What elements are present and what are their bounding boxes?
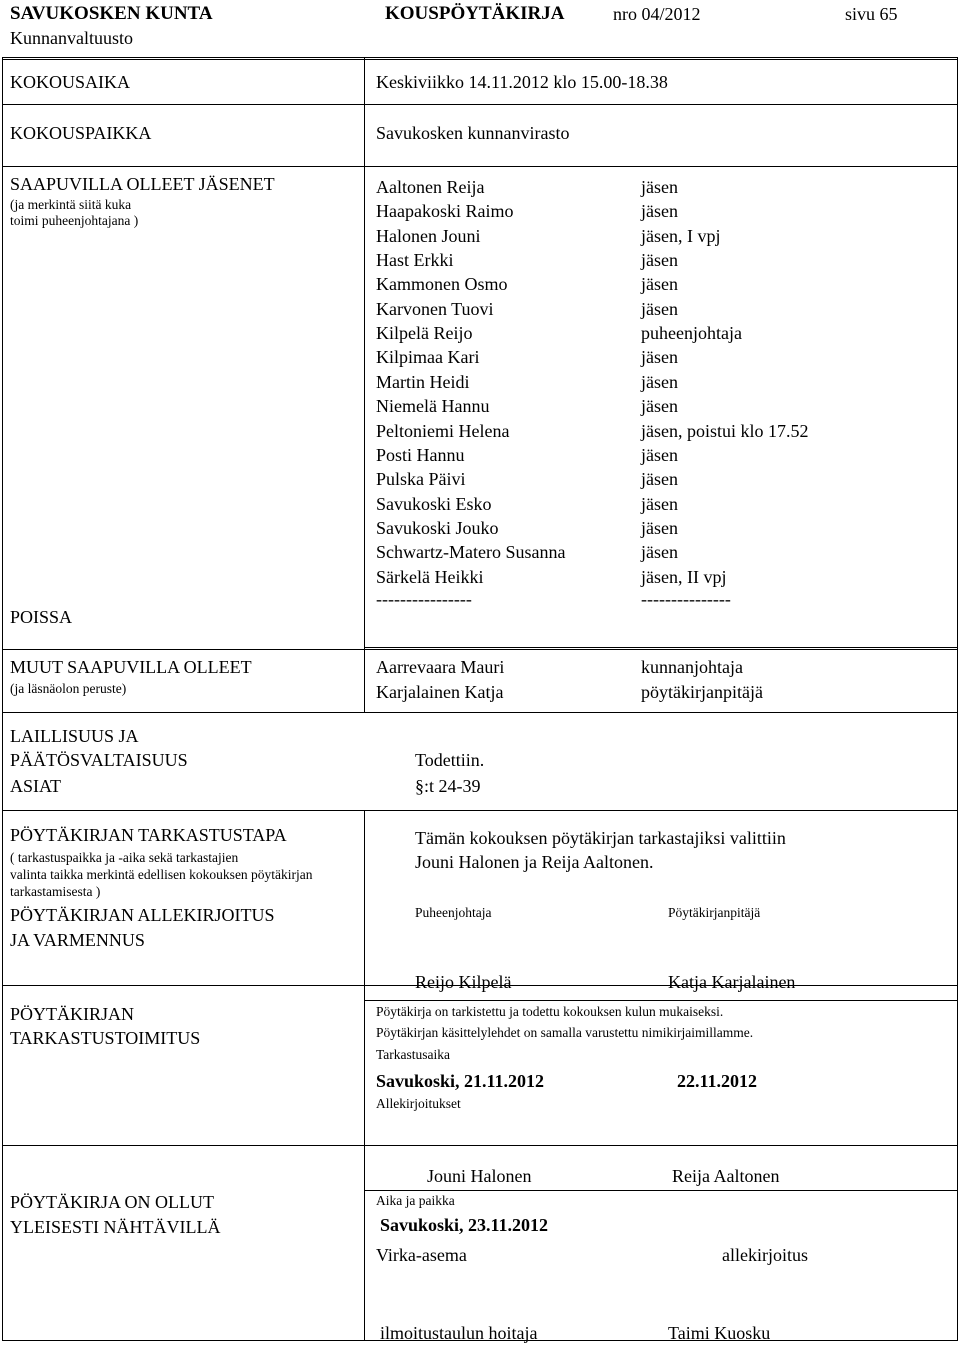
- chair-title: Puheenjohtaja: [415, 905, 492, 920]
- member-name: Kilpimaa Kari: [376, 347, 480, 368]
- public-label-2: YLEISESTI NÄHTÄVILLÄ: [10, 1217, 221, 1237]
- meeting-time-label: KOKOUSAIKA: [10, 72, 130, 92]
- member-role: jäsen: [641, 444, 678, 465]
- review-note-1: ( tarkastuspaikka ja -aika sekä tarkastajien: [10, 850, 239, 865]
- member-name: Niemelä Hannu: [376, 396, 490, 417]
- member-name: Hast Erkki: [376, 250, 454, 271]
- member-role: jäsen: [641, 274, 678, 295]
- member-name: Kilpelä Reijo: [376, 323, 473, 344]
- inspection-line-2: Pöytäkirjan käsittelylehdet on samalla varustettu nimikirjaimillamme.: [376, 1025, 754, 1040]
- member-name: Karvonen Tuovi: [376, 298, 494, 319]
- member-name: Savukoski Jouko: [376, 517, 499, 538]
- meeting-place-label: KOKOUSPAIKKA: [10, 123, 152, 143]
- public-label-1: PÖYTÄKIRJA ON OLLUT: [10, 1192, 214, 1212]
- member-name: Pulska Päivi: [376, 469, 466, 490]
- member-role: jäsen: [641, 469, 678, 490]
- member-name: Posti Hannu: [376, 444, 465, 465]
- absent-name: ----------------: [376, 589, 472, 609]
- rule-row3: [2, 649, 957, 650]
- rule-row7b: [364, 1190, 957, 1191]
- member-role: jäsen, poistui klo 17.52: [641, 420, 809, 441]
- absent-label: POISSA: [10, 607, 73, 627]
- inspection-signer-2: Reija Aaltonen: [672, 1166, 780, 1186]
- member-name: Halonen Jouni: [376, 225, 481, 246]
- public-time-place: Savukoski, 23.11.2012: [380, 1215, 549, 1235]
- rule-left: [2, 57, 3, 1341]
- other-name-2: Karjalainen Katja: [376, 682, 504, 702]
- member-role: jäsen: [641, 201, 678, 222]
- rule-top-2: [2, 59, 957, 60]
- meeting-time-value: Keskiviikko 14.11.2012 klo 15.00-18.38: [376, 72, 668, 92]
- member-role: puheenjohtaja: [641, 323, 742, 344]
- member-name: Aaltonen Reija: [376, 177, 485, 197]
- quorum-label-2: PÄÄTÖSVALTAISUUS: [10, 750, 188, 770]
- attendees-label: SAAPUVILLA OLLEET JÄSENET: [10, 174, 275, 194]
- doc-type: KOUSPÖYTÄKIRJA: [385, 3, 565, 24]
- secretary-name: Katja Karjalainen: [668, 972, 796, 992]
- rule-row5: [2, 810, 957, 811]
- member-role: jäsen: [641, 177, 678, 197]
- signature-label-2: JA VARMENNUS: [10, 930, 145, 950]
- member-name: Savukoski Esko: [376, 493, 492, 514]
- quorum-value: Todettiin.: [415, 750, 485, 770]
- org-name: SAVUKOSKEN KUNTA: [10, 3, 213, 24]
- rule-right: [957, 57, 958, 1341]
- member-role: jäsen, II vpj: [641, 566, 727, 587]
- member-role: jäsen: [641, 298, 678, 319]
- member-name: Kammonen Osmo: [376, 274, 508, 295]
- items-value: §:t 24-39: [415, 776, 481, 796]
- page-number: sivu 65: [845, 4, 898, 24]
- inspection-time-label: Tarkastusaika: [376, 1047, 451, 1062]
- review-note-2: valinta taikka merkintä edellisen kokouksen pöytäkirjan: [10, 867, 313, 882]
- inspection-date-2: 22.11.2012: [677, 1071, 758, 1091]
- attendees-note-1: (ja merkintä siitä kuka: [10, 197, 132, 212]
- member-name: Särkelä Heikki: [376, 566, 484, 587]
- member-name: Schwartz-Matero Susanna: [376, 542, 566, 563]
- rule-mid-lower: [364, 810, 365, 1341]
- quorum-label-1: LAILLISUUS JA: [10, 726, 139, 746]
- public-signature-label: allekirjoitus: [722, 1245, 808, 1265]
- items-label: ASIAT: [10, 776, 62, 796]
- rule-top: [2, 57, 957, 58]
- rule-row7: [2, 1145, 957, 1146]
- chair-name: Reijo Kilpelä: [415, 972, 512, 992]
- inspection-label-2: TARKASTUSTOIMITUS: [10, 1028, 201, 1048]
- member-name: Martin Heidi: [376, 371, 470, 392]
- attendees-note-2: toimi puheenjohtajana ): [10, 213, 139, 228]
- secretary-title: Pöytäkirjanpitäjä: [668, 905, 761, 920]
- others-label: MUUT SAAPUVILLA OLLEET: [10, 657, 252, 677]
- rule-mid-upper: [364, 57, 365, 713]
- absent-role: ---------------: [641, 589, 731, 609]
- public-signer: Taimi Kuosku: [668, 1323, 771, 1343]
- public-time-place-label: Aika ja paikka: [376, 1193, 455, 1208]
- member-name: Haapakoski Raimo: [376, 201, 514, 222]
- rule-row2: [2, 166, 957, 167]
- inspection-signatures-label: Allekirjoitukset: [376, 1096, 461, 1111]
- member-role: jäsen, I vpj: [641, 225, 721, 246]
- member-role: jäsen: [641, 371, 678, 392]
- inspection-label-1: PÖYTÄKIRJAN: [10, 1004, 135, 1024]
- member-role: jäsen: [641, 493, 678, 514]
- doc-number: nro 04/2012: [613, 4, 701, 24]
- rule-row1: [2, 104, 957, 105]
- member-role: jäsen: [641, 517, 678, 538]
- inspection-line-1: Pöytäkirja on tarkistettu ja todettu kokouksen kulun mukaiseksi.: [376, 1004, 724, 1019]
- public-position: ilmoitustaulun hoitaja: [380, 1323, 538, 1343]
- member-role: jäsen: [641, 250, 678, 271]
- member-role: jäsen: [641, 396, 678, 417]
- attendees-inner-rule: [364, 647, 957, 648]
- member-role: jäsen: [641, 542, 678, 563]
- inspection-signer-1: Jouni Halonen: [427, 1166, 532, 1186]
- member-role: jäsen: [641, 347, 678, 368]
- other-name-1: Aarrevaara Mauri: [376, 657, 505, 677]
- review-text-2: Jouni Halonen ja Reija Aaltonen.: [415, 852, 654, 872]
- other-role-2: pöytäkirjanpitäjä: [641, 682, 763, 702]
- other-role-1: kunnanjohtaja: [641, 657, 743, 677]
- public-position-label: Virka-asema: [376, 1245, 467, 1265]
- rule-row4: [2, 712, 957, 713]
- rule-row6b: [364, 1000, 957, 1001]
- signature-label-1: PÖYTÄKIRJAN ALLEKIRJOITUS: [10, 905, 275, 925]
- review-text-1: Tämän kokouksen pöytäkirjan tarkastajiksi valittiin: [415, 828, 786, 848]
- inspection-date-1: Savukoski, 21.11.2012: [376, 1071, 545, 1091]
- meeting-place-value: Savukosken kunnanvirasto: [376, 123, 570, 143]
- others-note: (ja läsnäolon peruste): [10, 681, 127, 696]
- review-note-3: tarkastamisesta ): [10, 884, 101, 899]
- org-sub: Kunnanvaltuusto: [10, 28, 133, 48]
- review-label: PÖYTÄKIRJAN TARKASTUSTAPA: [10, 825, 287, 845]
- member-name: Peltoniemi Helena: [376, 420, 510, 441]
